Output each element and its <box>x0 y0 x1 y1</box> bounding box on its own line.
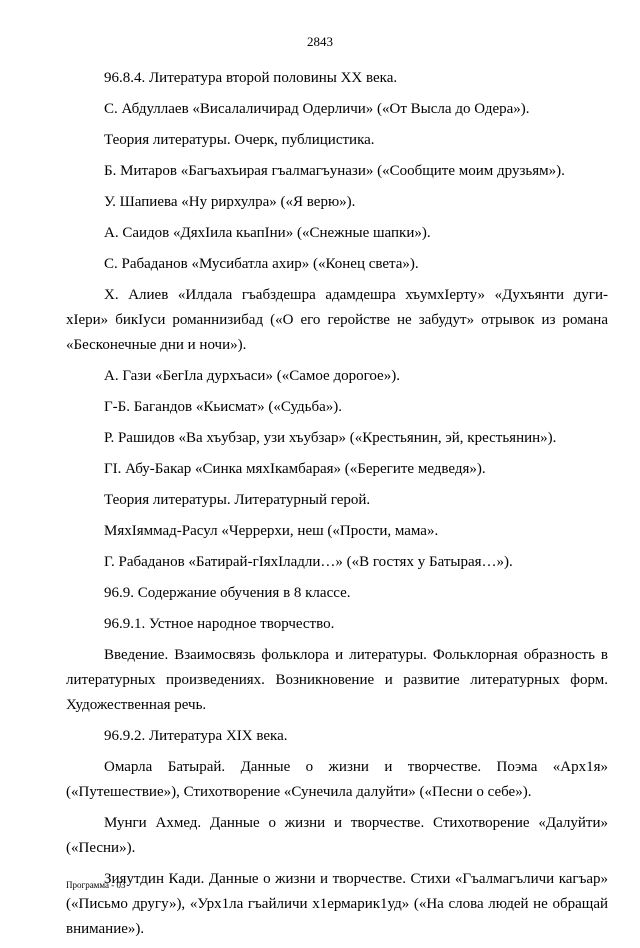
paragraph: 96.9. Содержание обучения в 8 классе. <box>104 585 351 601</box>
paragraph: ГI. Абу-Бакар «Синка мяхIкамбарая» («Берегите медведя»). <box>104 461 486 477</box>
paragraph: МяхIяммад-Расул «Черрерхи, неш («Прости, мама». <box>104 523 439 539</box>
paragraph: Г. Рабаданов «Батирай-гIяхIладли…» («В гостях у Батырая…»). <box>104 554 513 570</box>
paragraph: Мунги Ахмед. Данные о жизни и творчестве. Стихотворение «Далуйти» («Песни»). <box>66 815 608 856</box>
paragraph: Г-Б. Багандов «Кьисмат» («Судьба»). <box>104 399 343 415</box>
paragraph: Р. Рашидов «Ва хъубзар, узи хъубзар» («Крестьянин, эй, крестьянин»). <box>104 430 557 446</box>
paragraph: Х. Алиев «Илдала гъабздешра адамдешра хъумхIерту» «Духъянти дуги-хIери» бикIуси романнизибад («О его геройстве не забудут» отрывок из романа «Бесконечные дни и ночи»). <box>66 287 608 353</box>
paragraph: Введение. Взаимосвязь фольклора и литературы. Фольклорная образность в литературных произведениях. Возникновение и развитие литературных форм. Художественная речь. <box>66 647 608 713</box>
paragraph: Омарла Батырай. Данные о жизни и творчестве. Поэма «Арх1я» («Путешествие»), Стихотворение «Сунечила далуйти» («Песни о себе»). <box>66 759 608 800</box>
paragraph: Б. Митаров «Багъахъирая гъалмагъунази» («Сообщите моим друзьям»). <box>104 163 565 179</box>
paragraph: 96.9.2. Литература XIX века. <box>104 728 288 744</box>
page-footer: Программа - 03 <box>66 880 126 890</box>
paragraph: Теория литературы. Очерк, публицистика. <box>104 132 375 148</box>
paragraph: 96.9.1. Устное народное творчество. <box>104 616 335 632</box>
paragraph: С. Рабаданов «Мусибатла ахир» («Конец света»). <box>104 256 419 272</box>
paragraph: А. Гази «БегIла дурхъаси» («Самое дорогое»). <box>104 368 400 384</box>
paragraph: У. Шапиева «Ну рирхулра» («Я верю»). <box>104 194 356 210</box>
document-body <box>66 66 608 948</box>
paragraph: 96.8.4. Литература второй половины XX века. <box>104 70 398 86</box>
paragraph: Теория литературы. Литературный герой. <box>104 492 371 508</box>
paragraph: А. Саидов «ДяхIила кьапIни» («Снежные шапки»). <box>104 225 431 241</box>
page-number: 2843 <box>307 34 333 49</box>
paragraph: С. Абдуллаев «Висалаличирад Одерличи» («От Высла до Одера»). <box>104 101 530 117</box>
paragraph: Зияутдин Кади. Данные о жизни и творчестве. Стихи «Гъалмагъличи кагъар» («Письмо другу»), «Урх1ла гъайличи х1ермарик1уд» («На слова людей не обращай внимание»). <box>66 871 608 937</box>
